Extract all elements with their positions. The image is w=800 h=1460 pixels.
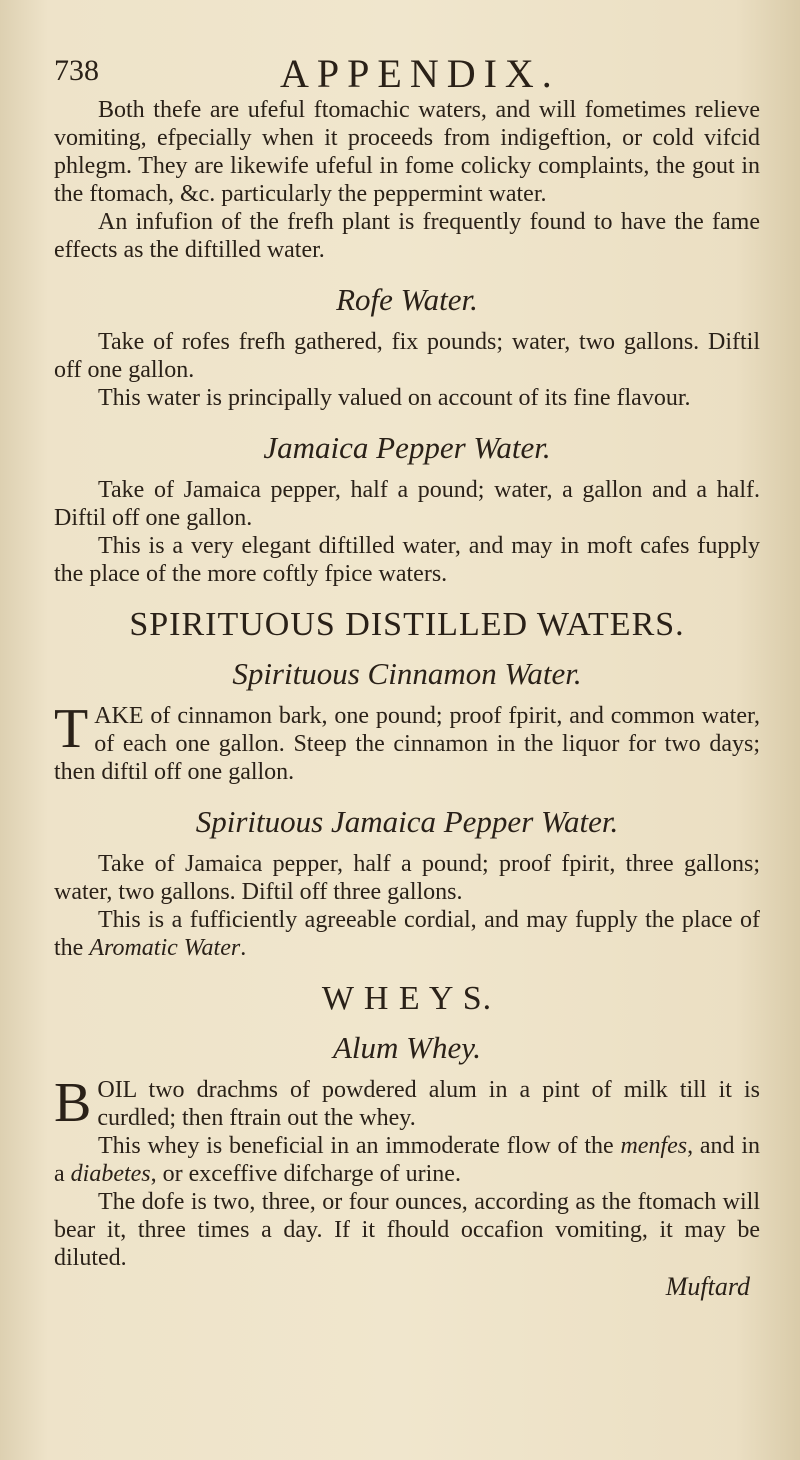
paragraph-stomachic: Both thefe are ufeful ftomachic waters, and will fometimes relieve vomiting, efpecially when it proceeds from indigeftion, or cold vifcid phlegm. They are likewife ufeful in fome colicky complaints, the gout in the ftomach, &c. particularly the peppermint water. bbox=[54, 97, 760, 207]
heading-spirituous-jamaica: Spirituous Jamaica Pepper Water. bbox=[195, 804, 619, 839]
rose-note: This water is principally valued on account of its fine flavour. bbox=[98, 385, 691, 411]
alum-recipe-text: OIL two drachms of powdered alum in a pint of milk till it is curdled; then ftrain out the whey. bbox=[97, 1077, 760, 1131]
cinnamon-recipe bbox=[54, 698, 760, 786]
section-heading-spirituous: SPIRITUOUS DISTILLED WATERS. bbox=[129, 606, 685, 643]
menses-term: menfes bbox=[620, 1133, 688, 1159]
alum-dose: The dofe is two, three, or four ounces, according as the ftomach will bear it, three times a day. If it fhould occafion vomiting, it may be diluted. bbox=[54, 1189, 760, 1271]
drop-cap-letter: B bbox=[54, 1072, 92, 1134]
page-body bbox=[54, 50, 760, 1302]
jamaica-recipe: Take of Jamaica pepper, half a pound; water, a gallon and a half. Diftil off one gallon. bbox=[54, 477, 760, 531]
sp-jamaica-recipe: Take of Jamaica pepper, half a pound; proof fpirit, three gallons; water, two gallons. Diftil off three gallons. bbox=[54, 851, 760, 905]
alum-benefit bbox=[54, 1132, 760, 1188]
alum-benefit-end: , or exceffive difcharge of urine. bbox=[150, 1161, 461, 1187]
alum-benefit-text: This whey is beneficial in an immoderate flow of the bbox=[98, 1133, 621, 1159]
diabetes-term: diabetes bbox=[70, 1161, 151, 1187]
heading-alum-whey: Alum Whey. bbox=[332, 1030, 482, 1065]
running-head bbox=[54, 50, 760, 96]
heading-rose-water: Rofe Water. bbox=[336, 282, 478, 317]
drop-cap-letter: T bbox=[54, 698, 89, 760]
cinnamon-recipe-text: AKE of cinnamon bark, one pound; proof fpirit, and common water, of each one gallon. Steep the cinnamon in the liquor for two days; then diftil off one gallon. bbox=[54, 703, 760, 785]
rose-recipe: Take of rofes frefh gathered, fix pounds; water, two gallons. Diftil off one gallon. bbox=[54, 329, 760, 383]
jamaica-note: This is a very elegant diftilled water, and may in moft cafes fupply the place of the more coftly fpice waters. bbox=[54, 533, 760, 587]
catchword: Muftard bbox=[665, 1272, 750, 1301]
page-number: 738 bbox=[54, 54, 99, 87]
running-title: APPENDIX. bbox=[280, 51, 560, 96]
alum-recipe bbox=[54, 1072, 760, 1134]
sp-jamaica-note-end: . bbox=[240, 935, 247, 961]
sp-jamaica-note-text: This is a fufficiently agreeable cordial, and may fupply the place of the bbox=[54, 907, 760, 961]
alum-benefit-mid: , and in a bbox=[54, 1133, 760, 1187]
aromatic-water-ref: Aromatic Water bbox=[89, 935, 241, 961]
section-heading-wheys: W H E Y S. bbox=[321, 980, 493, 1017]
paragraph-infusion: An infufion of the frefh plant is frequently found to have the fame effects as the diftilled water. bbox=[54, 209, 760, 263]
heading-spirituous-cinnamon: Spirituous Cinnamon Water. bbox=[232, 656, 582, 691]
sp-jamaica-note bbox=[54, 906, 760, 962]
heading-jamaica-pepper-water: Jamaica Pepper Water. bbox=[263, 430, 551, 465]
